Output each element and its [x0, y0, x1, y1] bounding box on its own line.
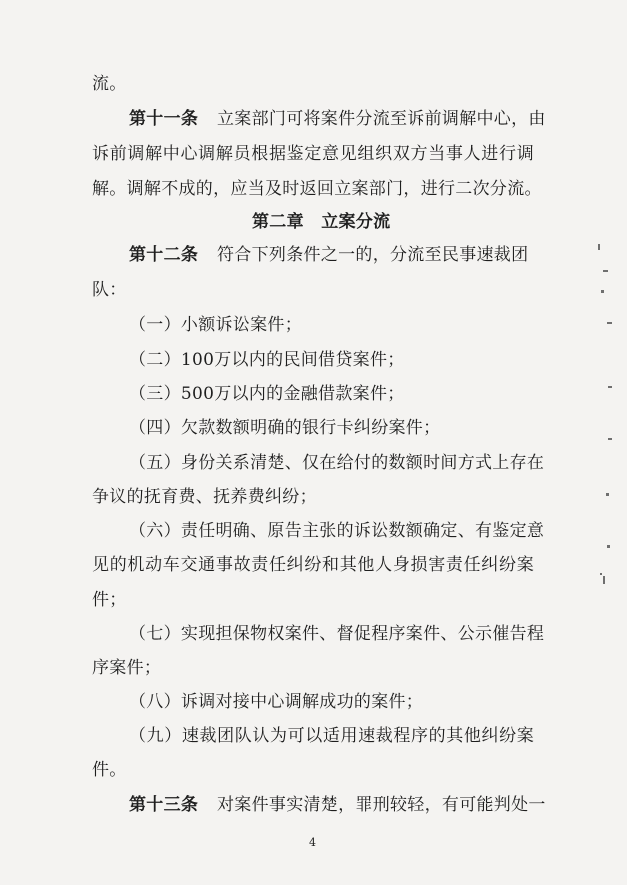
text-line: 件。 — [92, 760, 127, 780]
scan-mark — [608, 438, 612, 440]
text-line: 解。调解不成的，应当及时返回立案部门，进行二次分流。 — [92, 179, 542, 199]
article-12-label: 第十二条 — [129, 245, 199, 265]
text-line: 立案部门可将案件分流至诉前调解中心，由 — [217, 109, 546, 129]
list-item: （六）责任明确、原告主张的诉讼数额确定、有鉴定意 — [129, 521, 545, 541]
text-line: 件； — [92, 590, 127, 610]
article-13-label: 第十三条 — [129, 795, 199, 815]
scan-mark — [603, 576, 605, 584]
list-item: （一）小额诉讼案件； — [129, 315, 302, 335]
text-line: 争议的抚育费、抚养费纠纷； — [92, 487, 317, 507]
text-line: 序案件； — [92, 658, 162, 678]
scan-mark — [601, 290, 604, 293]
article-11-label: 第十一条 — [129, 109, 199, 129]
text-line: 符合下列条件之一的，分流至民事速裁团 — [217, 245, 529, 265]
page-number: 4 — [309, 836, 316, 849]
text-line: 流。 — [92, 74, 127, 94]
text-line: 诉前调解中心调解员根据鉴定意见组织双方当事人进行调 — [92, 144, 534, 164]
scan-mark — [603, 270, 608, 272]
text-line: 队： — [92, 280, 127, 300]
list-item: （三）500万以内的金融借款案件； — [129, 384, 405, 404]
list-item: （五）身份关系清楚、仅在给付的数额时间方式上存在 — [129, 453, 545, 473]
list-item: （四）欠款数额明确的银行卡纠纷案件； — [129, 418, 441, 438]
scan-mark — [598, 244, 600, 250]
scan-mark — [600, 573, 602, 575]
text-line: 见的机动车交通事故责任纠纷和其他人身损害责任纠纷案 — [92, 555, 534, 575]
list-item: （二）100万以内的民间借贷案件； — [129, 350, 405, 370]
list-item: （七）实现担保物权案件、督促程序案件、公示催告程 — [129, 624, 545, 644]
scan-mark — [607, 322, 612, 324]
scan-mark — [608, 386, 612, 388]
list-item: （九）速裁团队认为可以适用速裁程序的其他纠纷案 — [129, 726, 534, 746]
chapter-heading: 第二章 立案分流 — [252, 212, 391, 232]
scan-mark — [607, 545, 610, 548]
scan-mark — [606, 493, 609, 496]
list-item: （八）诉调对接中心调解成功的案件； — [129, 692, 424, 712]
text-line: 对案件事实清楚，罪刑较轻，有可能判处一 — [217, 795, 546, 815]
